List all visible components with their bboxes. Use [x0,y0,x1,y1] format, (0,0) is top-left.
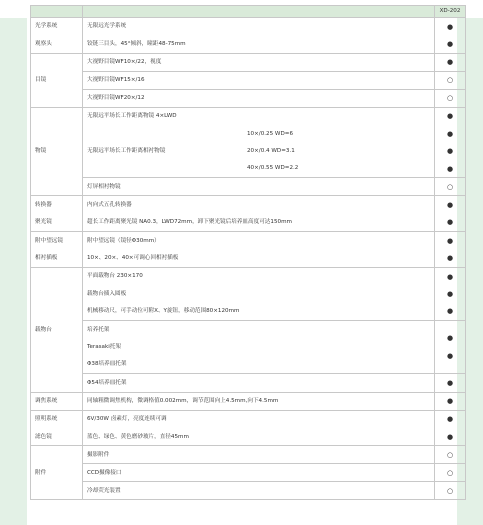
mark-cell: ○ [435,178,466,196]
mark-cell: ● ● [435,321,466,374]
item-cell: 灯屏相衬物镜 [83,178,435,196]
item-cell: 同轴粗微调焦机构，微调格值0.002mm，调节范围向上4.5mm,向下4.5mm [83,392,435,410]
spec-table [30,5,466,500]
mark-cell: ● [435,392,466,410]
category-cell: 附中望远镜 相衬插板 [31,232,83,268]
item-cell: 培养托架 Terasaki托架 Φ38培养皿托架 [83,321,435,374]
category-cell: 照明系统 滤色镜 [31,410,83,446]
item-cell: 无限远光学系统 铰链三目头，45°倾斜，瞳距48-75mm [83,18,435,54]
table-row [31,267,466,320]
table-row [31,232,466,268]
category-cell: 目镜 [31,53,83,107]
category-cell: 转换器 聚光镜 [31,196,83,232]
table-row [31,392,466,410]
mark-cell: ○ [435,482,466,500]
header-model: XD-202 [435,6,466,18]
item-cell: 冷却荧光装置 [83,482,435,500]
table-row [31,89,466,107]
mark-cell: ● ● [435,196,466,232]
mark-cell: ● ● [435,410,466,446]
mark-cell: ● [435,374,466,392]
table-row [31,196,466,232]
item-cell: 内向式五孔转换器 超长工作距离聚光镜 NA0.3，LWD72mm，卸下聚光镜后培养皿高度可达150mm [83,196,435,232]
category-cell: 载物台 [31,267,83,392]
category-cell: 物镜 [31,107,83,196]
item-cell: 无限远平场长工作距离物镜 4×LWD 无限远平场长工作距离相衬物镜 10×/0.25 WD=6 20×/0.4 WD=3.1 40×/0.55 WD=2.2 [83,107,435,178]
header-blank-2 [83,6,435,18]
table-row [31,53,466,71]
mark-cell: ○ [435,464,466,482]
item-cell: 摄影附件 [83,446,435,464]
mark-cell: ○ [435,446,466,464]
table-row [31,178,466,196]
mark-cell: ○ [435,89,466,107]
mark-cell: ● [435,53,466,71]
header-blank-1 [31,6,83,18]
item-cell: 大视野目镜WF10×/22，视度 [83,53,435,71]
item-cell: Φ54培养皿托架 [83,374,435,392]
table-row [31,446,466,464]
table-row [31,18,466,54]
category-cell: 调焦系统 [31,392,83,410]
item-cell: CCD摄像接口 [83,464,435,482]
category-cell: 光学系统 观察头 [31,18,83,54]
table-row [31,410,466,446]
table-row [31,464,466,482]
mark-cell: ● ● ● [435,267,466,320]
mark-cell: ● ● ● ● [435,107,466,178]
item-cell: 平面载物台 230×170 载物台插入圆板 机械移动尺，可手动位可附X、Y旋钮，移动范围80×120mm [83,267,435,320]
mark-cell: ● ● [435,232,466,268]
table-row [31,321,466,374]
mark-cell: ○ [435,71,466,89]
category-cell: 附件 [31,446,83,500]
objective-phase-block: 无限远平场长工作距离相衬物镜 10×/0.25 WD=6 20×/0.4 WD=3.1 40×/0.55 WD=2.2 [87,130,299,172]
item-cell: 大视野目镜WF15×/16 [83,71,435,89]
table-row [31,374,466,392]
mark-cell: ● ● [435,18,466,54]
item-cell: 附中望远镜（镜径Φ30mm） 10×、20×、40×可调心回相衬插板 [83,232,435,268]
item-cell: 6V/30W 卤素灯，亮度连续可调 蓝色、绿色、黄色磨砂玻片，直径45mm [83,410,435,446]
table-row [31,71,466,89]
table-row [31,107,466,178]
item-cell: 大视野目镜WF20×/12 [83,89,435,107]
table-header-row [31,6,466,18]
table-row [31,482,466,500]
